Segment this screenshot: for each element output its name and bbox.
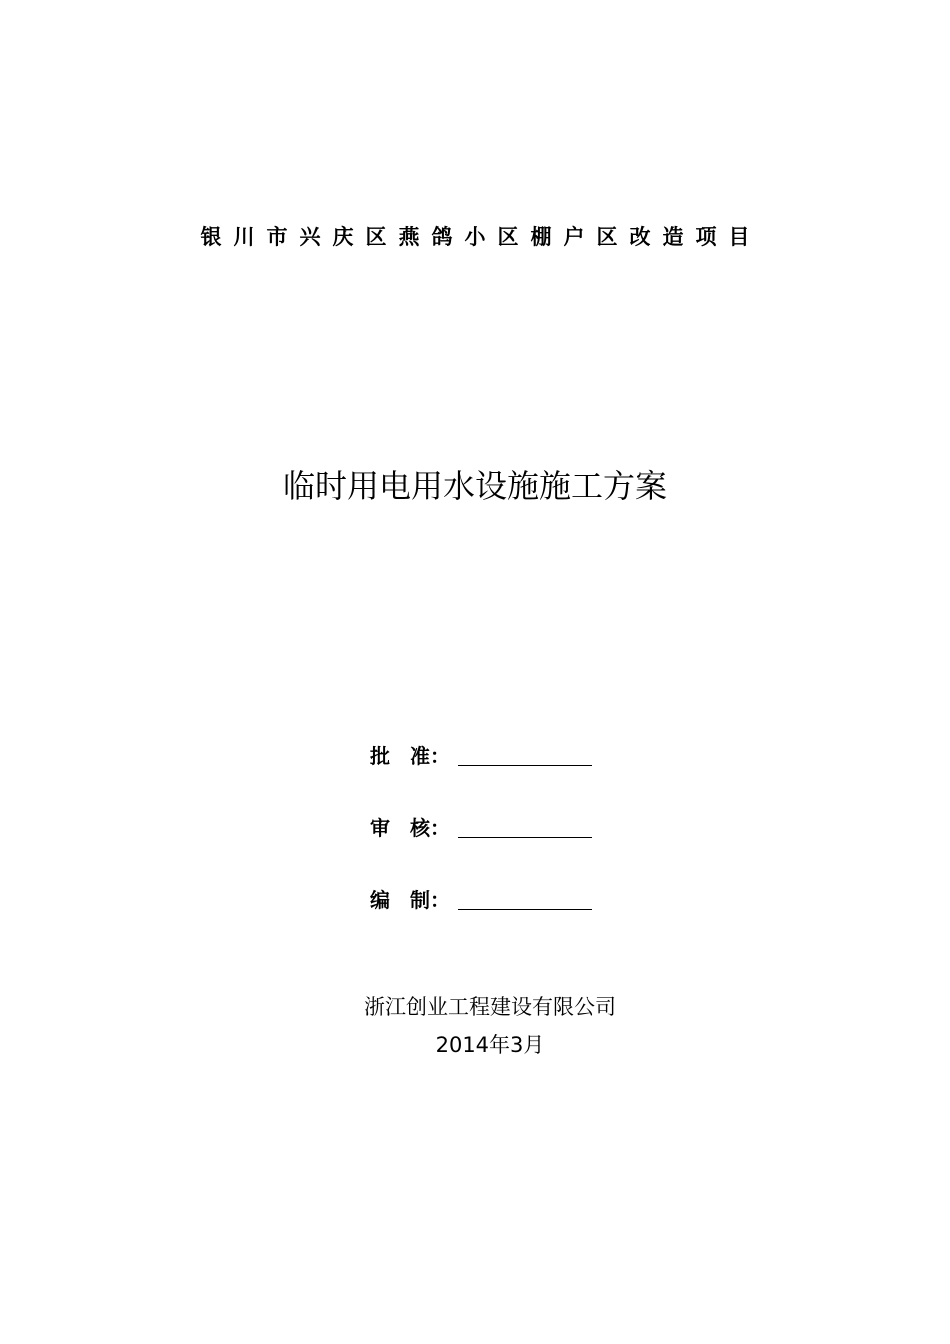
review-signature-line — [458, 837, 592, 838]
approval-row — [370, 740, 592, 770]
compile-label: 编 制： — [370, 888, 450, 912]
compile-signature-line — [458, 909, 592, 910]
review-row — [370, 812, 592, 842]
company-name: 浙江创业工程建设有限公司 — [364, 995, 616, 1019]
project-title: 银川市兴庆区燕鸽小区棚户区改造项目 — [200, 225, 762, 249]
approval-label: 批 准： — [370, 744, 450, 768]
approval-signature-line — [458, 765, 592, 766]
document-title: 临时用电用水设施施工方案 — [282, 467, 667, 505]
document-date: 2014年3月 — [435, 1033, 545, 1057]
compile-row — [370, 884, 592, 914]
review-label: 审 核： — [370, 816, 450, 840]
